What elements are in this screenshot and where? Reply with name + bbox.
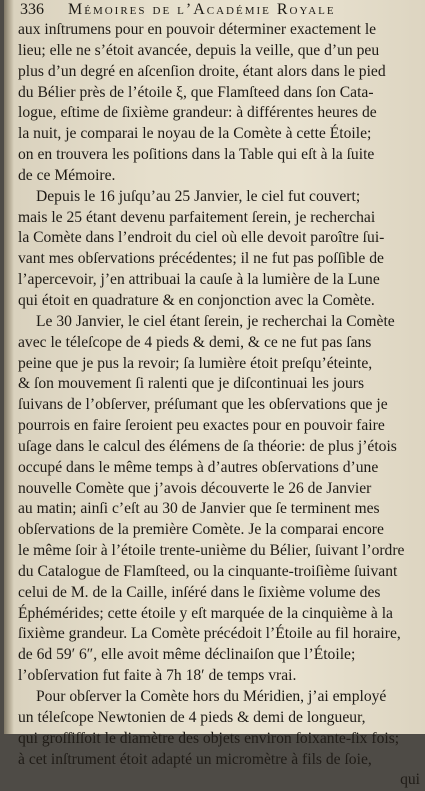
running-head — [20, 1, 420, 21]
text-line: qui groſſiſſoit le diamètre des objets environ ſoixante-ſix fois; — [18, 729, 400, 747]
text-line: occupé dans le même temps à d’autres obſervations d’une — [18, 458, 379, 476]
text-line: vant mes obſervations précédentes; il ne fut pas poſſible de — [18, 250, 384, 268]
text-line: logue, eſtime de ſixième grandeur: à différentes heures de — [18, 104, 377, 122]
text-line: la nuit, je comparai le noyau de la Comète à cette Étoile; — [18, 125, 372, 143]
running-head-title: Mémoires de l’Académie Royale — [68, 1, 336, 18]
text-line: Depuis le 16 juſqu’au 25 Janvier, le ciel fut couvert; — [36, 187, 361, 205]
text-line: l’obſervation fut faite à 7h 18′ de temps vrai. — [18, 667, 297, 685]
page-number: 336 — [20, 1, 44, 18]
text-line: ſixième grandeur. La Comète précédoit l’Étoile au fil horaire, — [18, 625, 401, 643]
book-page — [4, 0, 425, 789]
text-line: Éphémérides; cette étoile y eſt marquée de la cinquième à la — [18, 604, 393, 622]
page-gutter-shadow — [4, 0, 14, 734]
text-line: nouvelle Comète que j’avois découverte le 26 de Janvier — [18, 479, 372, 497]
text-line: Pour obſerver la Comète hors du Méridien, j’ai employé — [36, 688, 387, 705]
text-line: plus d’un degré en aſcenſion droite, étant alors dans le pied — [18, 62, 386, 80]
catchword: qui — [400, 771, 420, 789]
text-line: la Comète dans l’endroit du ciel où elle devoit paroître ſui- — [18, 229, 385, 247]
text-line: à cet inſtrument étoit adapté un micromètre à fils de ſoie, — [18, 750, 372, 768]
text-line: uſage dans le calcul des élémens de ſa théorie: de plus j’étois — [18, 437, 397, 455]
text-line: on en trouvera les poſitions dans la Table qui eſt à la ſuite — [18, 146, 375, 164]
text-line: avec le téleſcope de 4 pieds & demi, & ce ne fut pas ſans — [18, 333, 372, 351]
text-line: ſuivans de l’obſerver, préſumant que les obſervations que je — [18, 396, 388, 414]
text-line: celui de M. de la Caille, inſéré dans le ſixième volume des — [18, 583, 381, 601]
text-line: du Catalogue de Flamſteed, ou la cinquante-troiſième ſuivant — [18, 562, 398, 580]
text-line: au matin; ainſi c’eſt au 30 de Janvier que ſe terminent mes — [18, 500, 380, 518]
text-line: & ſon mouvement ſi ralenti que je diſcontinuai les jours — [18, 375, 365, 393]
body-text — [18, 20, 420, 791]
text-line: de ce Mémoire. — [18, 166, 116, 184]
text-line: de 6d 59′ 6″, elle avoit même déclinaiſon que l’Étoile; — [18, 646, 356, 664]
text-line: un téleſcope Newtonien de 4 pieds & demi de longueur, — [18, 708, 366, 726]
text-line: peine que je pus la revoir; ſa lumière étoit preſqu’éteinte, — [18, 354, 373, 372]
text-line: mais le 25 étant devenu parfaitement ſerein, je recherchai — [18, 208, 376, 226]
text-line: le même ſoir à l’étoile trente-unième du Bélier, ſuivant l’ordre — [18, 542, 405, 560]
text-line: du Bélier près de l’étoile ξ, que Flamſteed dans ſon Cata- — [18, 83, 374, 101]
text-line: qui étoit en quadrature & en conjonction avec la Comète. — [18, 291, 375, 309]
text-line: pourrois en faire ſeroient peu exactes pour en pouvoir faire — [18, 417, 385, 435]
text-line: l’apercevoir, j’en attribuai la cauſe à la lumière de la Lune — [18, 271, 380, 289]
text-line: Le 30 Janvier, le ciel étant ſerein, je recherchai la Comète — [36, 312, 395, 330]
text-line: lieu; elle ne s’étoit avancée, depuis la veille, que d’un peu — [18, 41, 380, 59]
text-line: aux inſtrumens pour en pouvoir déterminer exactement le — [18, 21, 377, 38]
text-line: obſervations de la première Comète. Je la comparai encore — [18, 521, 384, 539]
